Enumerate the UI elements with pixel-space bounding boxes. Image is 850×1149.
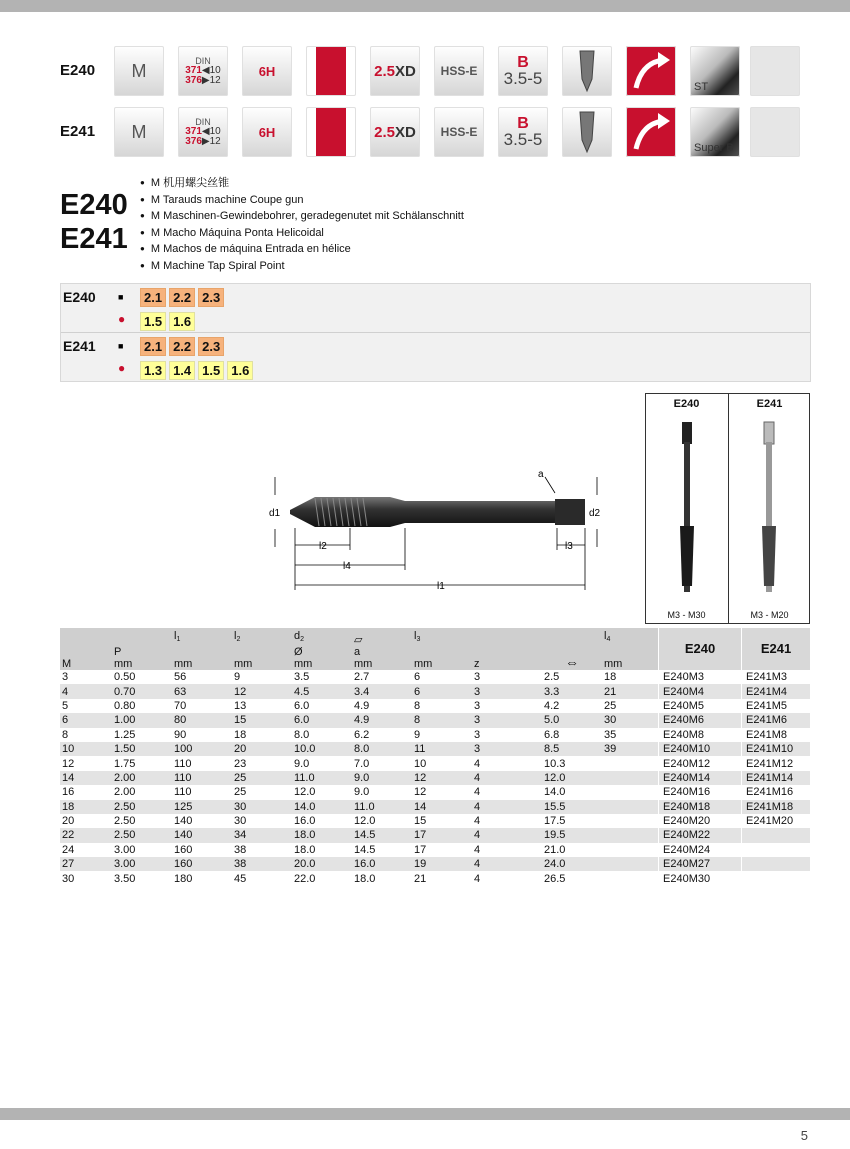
table-cell: 34 — [232, 828, 292, 842]
table-cell: E240M16 — [659, 785, 742, 799]
din-standard-icon: DIN 371◀10 376▶12 — [178, 46, 228, 96]
table-cell: 12 — [232, 684, 292, 698]
table-cell: 12 — [412, 771, 472, 785]
tolerance-icon: 6H — [242, 107, 292, 157]
table-row — [60, 670, 810, 684]
description-pt: ● M Macho Máquina Ponta Helicoidal — [140, 225, 464, 242]
table-cell: 160 — [174, 843, 193, 856]
table-cell: 2.00 — [112, 771, 172, 785]
col-d2: $d_2$ Ø mm — [292, 628, 352, 670]
table-row — [60, 771, 810, 785]
table-cell: 30 — [602, 713, 659, 727]
table-cell: E240M6 — [659, 713, 742, 727]
metric-thread-icon: M — [114, 46, 164, 96]
product-title — [60, 188, 128, 256]
table-cell: 18.0 — [294, 843, 316, 856]
label-l3: l3 — [565, 541, 573, 552]
table-cell: 3.3 — [542, 684, 602, 698]
description-zh: ● M 机用螺尖丝锥 — [140, 175, 464, 192]
table-cell: 39 — [602, 742, 659, 756]
table-cell: 20.0 — [292, 857, 352, 871]
table-cell: 20 — [62, 815, 75, 828]
table-cell: 4 — [472, 828, 542, 842]
table-cell: 2.50 — [112, 800, 172, 814]
table-cell — [602, 800, 659, 814]
table-cell: 2.5 — [544, 671, 560, 684]
table-cell: 25 — [604, 699, 617, 712]
table-cell — [602, 871, 659, 885]
table-cell: 25 — [232, 771, 292, 785]
table-cell: 4.9 — [354, 699, 370, 712]
table-cell: 9.0 — [294, 757, 310, 770]
material-chip: 1.3 — [140, 361, 166, 380]
table-cell: 24 — [62, 843, 75, 856]
bottom-bar — [0, 1108, 850, 1120]
material-chip: 2.2 — [169, 288, 195, 307]
table-cell: 22.0 — [294, 872, 316, 885]
coating-icon: ST — [690, 46, 740, 96]
table-cell: 30 — [234, 815, 247, 828]
material-chip: 1.6 — [227, 361, 253, 380]
table-cell: E240M24 — [659, 843, 742, 857]
table-cell: 8.0 — [294, 728, 310, 741]
table-cell: 3 — [472, 684, 542, 698]
table-cell: 0.80 — [114, 699, 136, 712]
photo-e240-title: E240 — [673, 398, 700, 410]
table-cell — [602, 771, 659, 785]
col-m: M — [60, 628, 112, 670]
table-cell: 14.5 — [354, 843, 376, 856]
empty-icon — [750, 107, 800, 157]
label-l1: l1 — [437, 581, 445, 592]
through-hole-arrow-icon — [626, 46, 676, 96]
table-cell: 160 — [172, 857, 232, 871]
table-row — [60, 785, 810, 799]
table-cell: 12.0 — [542, 771, 602, 785]
table-cell: E240M27 — [659, 857, 742, 871]
table-cell: E241M8 — [742, 728, 811, 742]
material-chip: 1.5 — [198, 361, 224, 380]
icon-row — [60, 46, 709, 98]
row-code: E241 — [60, 123, 96, 140]
label-d2: d2 — [589, 508, 601, 519]
table-cell: E241M4 — [742, 684, 811, 698]
col-e241: E241 — [742, 628, 811, 670]
table-cell: E241M16 — [742, 785, 811, 799]
title-e241: E241 — [60, 223, 128, 255]
table-cell — [742, 828, 811, 842]
table-cell: 3.00 — [112, 857, 172, 871]
table-cell: 2.7 — [354, 671, 370, 684]
table-cell: 0.50 — [114, 671, 136, 684]
table-cell: 4 — [472, 857, 542, 871]
table-cell: 9 — [414, 728, 421, 741]
empty-icon — [750, 46, 800, 96]
table-cell: 18 — [60, 800, 112, 814]
table-cell: 19 — [412, 857, 472, 871]
table-cell: E240M18 — [659, 800, 742, 814]
col-l3: $l_3$ mm — [412, 628, 472, 670]
icon-row — [60, 107, 734, 159]
tolerance-icon: 6H — [242, 46, 292, 96]
table-cell: 17.5 — [544, 815, 566, 828]
thread-profile-icon — [306, 46, 356, 96]
table-cell: E241M10 — [742, 742, 811, 756]
table-cell: 3.00 — [114, 843, 136, 856]
table-cell: 21.0 — [544, 843, 566, 856]
table-cell: 9.0 — [352, 771, 412, 785]
table-cell: 3.5 — [294, 671, 310, 684]
table-row — [60, 814, 810, 828]
photo-e240 — [646, 394, 727, 623]
table-cell: E240M12 — [659, 756, 742, 770]
table-cell — [742, 843, 811, 857]
table-cell: 14.5 — [352, 828, 412, 842]
drill-icon: ⇔ — [565, 654, 579, 670]
col-a: ▱ a mm — [352, 628, 412, 670]
spiral-point-icon — [562, 46, 612, 96]
table-cell: 18.0 — [292, 828, 352, 842]
table-cell: 3 — [472, 742, 542, 756]
table-cell: 11.0 — [352, 800, 412, 814]
material-code: E240 — [63, 289, 96, 305]
table-cell — [602, 814, 659, 828]
table-cell: 80 — [172, 713, 232, 727]
table-cell: 10.0 — [292, 742, 352, 756]
table-cell: 21 — [414, 872, 427, 885]
col-drill — [542, 628, 602, 670]
through-hole-arrow-icon — [626, 107, 676, 157]
photo-e241 — [728, 394, 810, 623]
table-cell: 2.50 — [114, 815, 136, 828]
photo-box — [645, 393, 810, 624]
table-cell: 6 — [412, 684, 472, 698]
photo-e241-range: M3 - M20 — [750, 610, 789, 620]
tap-diagram — [255, 465, 625, 595]
table-row — [60, 756, 810, 770]
table-cell: 4 — [472, 800, 542, 814]
table-cell: 10.3 — [544, 757, 566, 770]
table-row — [60, 728, 810, 742]
table-cell: 16.0 — [294, 815, 316, 828]
table-cell: 38 — [234, 843, 247, 856]
table-cell: E240M22 — [659, 828, 742, 842]
table-cell: 4 — [474, 843, 481, 856]
table-cell: 35 — [604, 728, 617, 741]
table-cell: 5.0 — [542, 713, 602, 727]
table-row — [60, 857, 810, 871]
table-cell: 2.00 — [114, 786, 136, 799]
table-cell: 3 — [474, 699, 481, 712]
table-cell: 1.00 — [112, 713, 172, 727]
table-cell: E240M8 — [659, 728, 742, 742]
table-cell: 15 — [232, 713, 292, 727]
row-code: E240 — [60, 62, 96, 79]
table-cell: 180 — [174, 872, 193, 885]
table-cell: 4 — [474, 786, 481, 799]
table-row — [60, 684, 810, 698]
table-cell: 63 — [172, 684, 232, 698]
table-cell: 1.75 — [114, 757, 136, 770]
table-cell: E241M6 — [742, 713, 811, 727]
table-cell: E240M30 — [659, 871, 742, 885]
table-cell: 18 — [604, 671, 617, 684]
table-cell: 3 — [474, 671, 481, 684]
table-cell: 12.0 — [354, 815, 376, 828]
table-row — [60, 843, 810, 857]
description-de: ● M Maschinen-Gewindebohrer, geradegenutet mit Schälanschnitt — [140, 208, 464, 225]
table-cell: 3.50 — [114, 872, 136, 885]
table-cell: 4 — [472, 771, 542, 785]
secondary-bullet-icon: ● — [118, 312, 126, 326]
table-cell: 8 — [412, 713, 472, 727]
table-cell: 4.2 — [544, 699, 560, 712]
top-bar — [0, 0, 850, 12]
table-cell: 4 — [474, 872, 481, 885]
table-row — [60, 828, 810, 842]
photo-e241-title: E241 — [756, 398, 783, 410]
table-cell: 16 — [62, 786, 75, 799]
col-e240: E240 — [659, 628, 742, 670]
col-l2: $l_2$ mm — [232, 628, 292, 670]
table-cell: 140 — [172, 828, 232, 842]
material-code: E241 — [63, 338, 96, 354]
table-cell: E241M5 — [742, 699, 811, 713]
table-cell — [602, 843, 659, 857]
table-cell: 10 — [60, 742, 112, 756]
table-cell: E240M4 — [659, 684, 742, 698]
tap-body — [290, 497, 555, 527]
table-row — [60, 699, 810, 713]
table-row — [60, 742, 810, 756]
table-cell: 11.0 — [292, 771, 352, 785]
table-cell: 4 — [474, 815, 481, 828]
material-chip: 1.5 — [140, 312, 166, 331]
table-cell: 38 — [232, 857, 292, 871]
material-chip: 2.3 — [198, 337, 224, 356]
material-chip: 2.2 — [169, 337, 195, 356]
table-cell: 15.5 — [542, 800, 602, 814]
table-cell: 30 — [62, 872, 75, 885]
table-cell: 6.0 — [294, 699, 310, 712]
table-cell — [742, 871, 811, 885]
material-icon: HSS-E — [434, 46, 484, 96]
table-cell: 26.5 — [544, 872, 566, 885]
table-cell — [602, 785, 659, 799]
table-cell: 125 — [172, 800, 232, 814]
table-cell: 14.0 — [544, 786, 566, 799]
label-l2: l2 — [319, 541, 327, 552]
table-cell: E241M14 — [742, 771, 811, 785]
spiral-point-icon — [562, 107, 612, 157]
table-cell: 9 — [234, 671, 241, 684]
table-cell: 6 — [60, 713, 112, 727]
material-icon: HSS-E — [434, 107, 484, 157]
depth-icon: 2.5XD — [370, 107, 420, 157]
table-cell: 21 — [602, 684, 659, 698]
table-cell — [602, 756, 659, 770]
table-cell: 16.0 — [352, 857, 412, 871]
table-cell: 1.25 — [114, 728, 136, 741]
material-chip: 2.1 — [140, 288, 166, 307]
table-cell: 110 — [172, 771, 232, 785]
table-cell: 2.50 — [112, 828, 172, 842]
table-cell: E240M3 — [659, 670, 742, 684]
din-standard-icon: DIN 371◀10 376▶12 — [178, 107, 228, 157]
table-cell: 24.0 — [542, 857, 602, 871]
table-cell: 45 — [234, 872, 247, 885]
thread-profile-icon — [306, 107, 356, 157]
table-cell: 0.70 — [112, 684, 172, 698]
description-en: ● M Machine Tap Spiral Point — [140, 258, 464, 275]
primary-bullet-icon: ■ — [118, 292, 124, 302]
material-chip: 2.3 — [198, 288, 224, 307]
col-z: z — [472, 628, 542, 670]
table-cell: 6.0 — [292, 713, 352, 727]
description-es: ● M Machos de máquina Entrada en hélice — [140, 241, 464, 258]
table-cell: 14.0 — [292, 800, 352, 814]
table-cell: 14 — [412, 800, 472, 814]
table-cell: 6.2 — [354, 728, 370, 741]
table-header — [60, 628, 810, 670]
material-chip: 1.4 — [169, 361, 195, 380]
table-cell: 8.0 — [352, 742, 412, 756]
table-cell: 27 — [60, 857, 112, 871]
table-cell: 70 — [174, 699, 187, 712]
table-cell: 12 — [62, 757, 75, 770]
col-l4: $l_4$ mm — [602, 628, 659, 670]
photo-e241-image — [729, 416, 810, 616]
material-box — [60, 283, 811, 382]
table-cell: 7.0 — [354, 757, 370, 770]
title-e240: E240 — [60, 189, 128, 221]
table-cell: 110 — [174, 757, 192, 770]
table-cell: E240M5 — [659, 699, 742, 713]
chamfer-form-icon: B 3.5-5 — [498, 46, 548, 96]
col-p: P mm — [112, 628, 172, 670]
table-cell: 11 — [412, 742, 472, 756]
table-cell: 6 — [414, 671, 421, 684]
description-fr: ● M Tarauds machine Coupe gun — [140, 192, 464, 209]
description-list — [140, 175, 464, 274]
table-cell: 17 — [412, 828, 472, 842]
table-cell: 10 — [414, 757, 427, 770]
table-cell: 4.5 — [292, 684, 352, 698]
table-cell: 12.0 — [294, 786, 316, 799]
label-a: a — [538, 469, 544, 480]
material-separator — [61, 332, 810, 333]
table-cell: E241M3 — [742, 670, 811, 684]
table-cell: 6.8 — [544, 728, 560, 741]
table-cell: E241M12 — [742, 756, 811, 770]
table-cell: 20 — [232, 742, 292, 756]
table-cell: 25 — [234, 786, 247, 799]
table-cell: 56 — [174, 671, 187, 684]
table-cell: 3 — [62, 671, 69, 684]
tap-square — [555, 499, 585, 525]
table-cell: 18.0 — [354, 872, 376, 885]
label-l4: l4 — [343, 561, 351, 572]
table-cell: 9.0 — [354, 786, 370, 799]
material-chip: 1.6 — [169, 312, 195, 331]
table-cell: 22 — [60, 828, 112, 842]
table-cell: 23 — [234, 757, 247, 770]
table-cell: 140 — [174, 815, 193, 828]
spec-table — [60, 628, 810, 886]
table-cell: 15 — [414, 815, 427, 828]
table-cell: 30 — [232, 800, 292, 814]
table-cell: E241M20 — [742, 814, 811, 828]
table-cell — [602, 857, 659, 871]
table-cell: 3 — [472, 713, 542, 727]
table-cell: 8 — [62, 728, 69, 741]
table-cell: 3 — [474, 728, 481, 741]
depth-icon: 2.5XD — [370, 46, 420, 96]
table-cell: 12 — [414, 786, 427, 799]
table-cell: 18 — [234, 728, 247, 741]
table-cell: 3.4 — [352, 684, 412, 698]
col-l1: $l_1$ mm — [172, 628, 232, 670]
photo-e240-range: M3 - M30 — [667, 610, 706, 620]
table-cell: 19.5 — [542, 828, 602, 842]
table-cell: 4 — [60, 684, 112, 698]
table-cell: 4.9 — [352, 713, 412, 727]
table-row — [60, 713, 810, 727]
metric-thread-icon: M — [114, 107, 164, 157]
table-cell — [742, 857, 811, 871]
table-cell: 1.50 — [112, 742, 172, 756]
page-number: 5 — [800, 1128, 808, 1143]
primary-bullet-icon: ■ — [118, 341, 124, 351]
label-d1: d1 — [269, 508, 281, 519]
coating-icon: Super B — [690, 107, 740, 157]
table-cell: E240M14 — [659, 771, 742, 785]
table-cell: 14 — [60, 771, 112, 785]
table-cell: E240M10 — [659, 742, 742, 756]
table-cell: 100 — [172, 742, 232, 756]
table-cell: 4 — [474, 757, 481, 770]
table-cell: 90 — [174, 728, 187, 741]
table-cell: 13 — [234, 699, 247, 712]
table-cell: 8.5 — [542, 742, 602, 756]
material-chip: 2.1 — [140, 337, 166, 356]
table-cell: 8 — [414, 699, 421, 712]
table-cell: 110 — [174, 786, 192, 799]
table-cell: 5 — [62, 699, 69, 712]
table-row — [60, 800, 810, 814]
table-cell — [602, 828, 659, 842]
table-cell: E240M20 — [659, 814, 742, 828]
table-cell: 17 — [414, 843, 427, 856]
photo-e240-image — [646, 416, 727, 616]
secondary-bullet-icon: ● — [118, 361, 126, 375]
table-row — [60, 871, 810, 885]
table-cell: E241M18 — [742, 800, 811, 814]
chamfer-form-icon: B 3.5-5 — [498, 107, 548, 157]
